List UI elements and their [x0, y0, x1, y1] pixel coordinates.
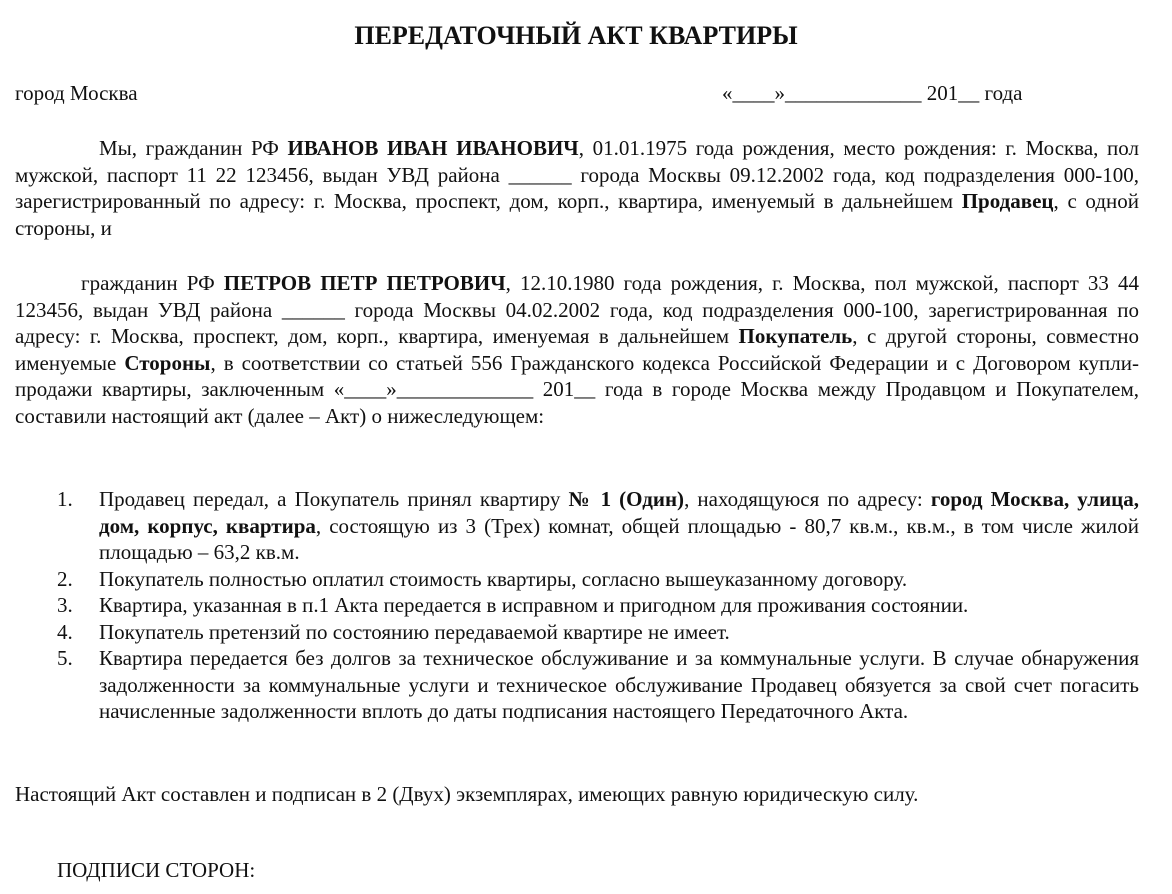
party1-name: ИВАНОВ ИВАН ИВАНОВИЧ [287, 136, 579, 160]
party2-paragraph [15, 270, 1139, 429]
list-item-text: Покупатель претензий по состоянию передаваемой квартире не имеет. [99, 619, 730, 644]
party1-role: Продавец [961, 189, 1054, 213]
party1-details: , 01.01.1975 года рождения, место рождения: г. Москва, пол мужской, паспорт 11 22 123456, выдан УВД района ______ города Москвы 09.12.2002 года, код подразделения 000-100, зарегистрированный по адресу: г. Москва, проспект, дом, корп., квартира, именуемый в дальнейшем [15, 136, 1139, 213]
list-item-text: Квартира передается без долгов за техническое обслуживание и за коммунальные услуги. В случае обнаружения задолженности за коммунальные услуги и техническое обслуживание Продавец обязуется за свой счет погасить начисленные задолженности вплоть до даты подписания настоящего Передаточного Акта. [99, 646, 1139, 723]
party1-intro: Мы, гражданин РФ [99, 136, 288, 160]
party2-details: , 12.10.1980 года рождения, г. Москва, пол мужской, паспорт 33 44 123456, выдан УВД района ______ города Москвы 04.02.2002 года, код подразделения 000-100, зарегистрированная по адресу: г. Москва, проспект, дом, корп., квартира, именуемая в дальнейшем [15, 271, 1139, 348]
party2-parties-word: Стороны [124, 350, 211, 375]
party1-ending: , с одной стороны, и [15, 189, 1139, 240]
list-item [15, 619, 1139, 646]
apartment-address: город Москва, улица, дом, корпус, квартира [99, 487, 1140, 538]
party2-name: ПЕТРОВ ПЕТР ПЕТРОВИЧ [223, 271, 506, 295]
list-item-number: 1. [57, 487, 73, 511]
list-item-number: 2. [57, 566, 73, 591]
list-item [15, 566, 1139, 593]
closing-paragraph: Настоящий Акт составлен и подписан в 2 (Двух) экземплярах, имеющих равную юридическую силу. [15, 782, 919, 806]
list-item [15, 592, 1139, 619]
party2-ending: , в соответствии со статьей 556 Гражданского кодекса Российской Федерации и с Договором купли-продажи квартиры, заключенным «____»_____________ 201__ года в городе Москва между Продавцом и Покупателем, составили настоящий акт (далее – Акт) о нижеследующем: [15, 350, 1139, 428]
date-line: «____»_____________ 201__ года [722, 81, 1023, 105]
city-label: город Москва [15, 81, 138, 105]
list-item-text: , состоящую из 3 (Трех) комнат, общей площадью - 80,7 кв.м., кв.м., в том числе жилой площадью – 63,2 кв.м. [99, 513, 1139, 564]
list-item-number: 3. [57, 593, 73, 617]
list-item-number: 5. [57, 646, 73, 670]
signatures-heading: ПОДПИСИ СТОРОН: [57, 858, 256, 882]
list-item [15, 645, 1139, 725]
apartment-number: № 1 (Один) [568, 487, 685, 511]
document-title: ПЕРЕДАТОЧНЫЙ АКТ КВАРТИРЫ [354, 21, 798, 50]
party2-middle: , с другой стороны, совместно именуемые [15, 324, 1139, 375]
party1-paragraph [15, 135, 1139, 241]
party2-role: Покупатель [738, 324, 853, 348]
party2-intro: гражданин РФ [81, 271, 224, 295]
list-item-text: , находящуюся по адресу: [684, 487, 931, 511]
list-item-text: Покупатель полностью оплатил стоимость квартиры, согласно вышеуказанному договору. [99, 566, 908, 591]
list-item-text: Квартира, указанная в п.1 Акта передается в исправном и пригодном для проживания состоянии. [99, 593, 969, 617]
list-item-number: 4. [57, 619, 73, 644]
list-item [15, 486, 1139, 566]
terms-list [15, 486, 1139, 725]
list-item-text: Продавец передал, а Покупатель принял квартиру [99, 487, 569, 511]
